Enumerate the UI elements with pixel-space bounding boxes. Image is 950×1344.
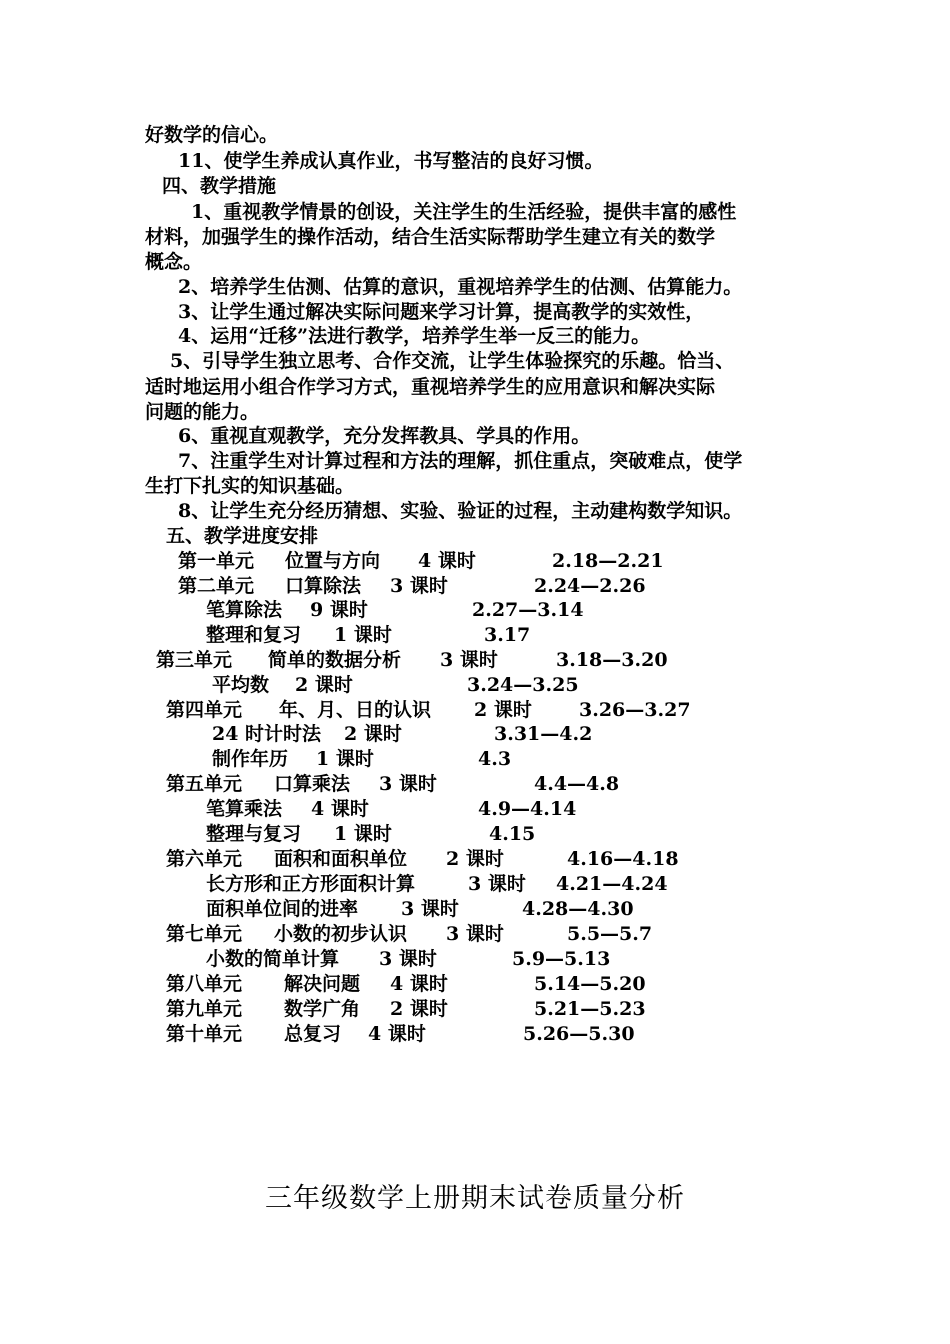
schedule-topic: 数学广角	[284, 998, 361, 1020]
schedule-hours: 2 课时	[474, 699, 532, 721]
schedule-unit: 第七单元	[166, 923, 243, 945]
heading-schedule: 五、教学进度安排	[166, 525, 319, 547]
schedule-topic: 总复习	[284, 1023, 342, 1045]
schedule-topic: 24 时计时法	[212, 723, 322, 745]
schedule-dates: 3.24—3.25	[467, 674, 579, 696]
schedule-hours: 4 课时	[390, 973, 448, 995]
measure-7-line-2: 生打下扎实的知识基础。	[145, 475, 355, 497]
schedule-dates: 3.26—3.27	[579, 699, 691, 721]
schedule-unit: 第五单元	[166, 773, 243, 795]
schedule-unit: 第四单元	[166, 699, 243, 721]
schedule-hours: 3 课时	[401, 898, 459, 920]
schedule-dates: 4.4—4.8	[534, 773, 620, 795]
next-section-title: 三年级数学上册期末试卷质量分析	[265, 1183, 685, 1214]
schedule-topic: 简单的数据分析	[268, 649, 402, 671]
schedule-topic: 位置与方向	[285, 550, 381, 572]
schedule-dates: 3.18—3.20	[556, 649, 668, 671]
schedule-hours: 2 课时	[446, 848, 504, 870]
measure-1-line-3: 概念。	[145, 251, 203, 273]
schedule-topic: 口算乘法	[274, 773, 351, 795]
schedule-unit: 第十单元	[166, 1023, 243, 1045]
schedule-topic: 长方形和正方形面积计算	[206, 873, 416, 895]
schedule-unit: 第八单元	[166, 973, 243, 995]
schedule-dates: 2.18—2.21	[552, 550, 664, 572]
schedule-hours: 4 课时	[311, 798, 369, 820]
schedule-topic: 小数的初步认识	[274, 923, 408, 945]
measure-1-line-1: 1、重视教学情景的创设，关注学生的生活经验，提供丰富的感性	[191, 201, 737, 223]
measure-2: 2、培养学生估测、估算的意识，重视培养学生的估测、估算能力。	[178, 276, 743, 298]
schedule-unit: 第三单元	[156, 649, 233, 671]
schedule-hours: 4 课时	[368, 1023, 426, 1045]
schedule-dates: 4.21—4.24	[556, 873, 668, 895]
measure-7-line-1: 7、注重学生对计算过程和方法的理解，抓住重点，突破难点，使学	[178, 450, 743, 472]
schedule-hours: 3 课时	[379, 773, 437, 795]
measure-8: 8、让学生充分经历猜想、实验、验证的过程，主动建构数学知识。	[178, 500, 743, 522]
schedule-dates: 2.24—2.26	[534, 575, 646, 597]
schedule-hours: 9 课时	[310, 599, 368, 621]
schedule-hours: 3 课时	[440, 649, 498, 671]
schedule-hours: 3 课时	[390, 575, 448, 597]
measure-1-line-2: 材料，加强学生的操作活动，结合生活实际帮助学生建立有关的数学	[145, 226, 716, 248]
schedule-dates: 5.5—5.7	[567, 923, 653, 945]
schedule-dates: 5.9—5.13	[512, 948, 611, 970]
measure-5-line-1: 5、引导学生独立思考、合作交流，让学生体验探究的乐趣。恰当、	[170, 350, 735, 372]
schedule-dates: 5.14—5.20	[534, 973, 646, 995]
schedule-topic: 整理与复习	[206, 823, 302, 845]
schedule-topic: 平均数	[212, 674, 270, 696]
schedule-dates: 4.28—4.30	[522, 898, 634, 920]
schedule-topic: 整理和复习	[206, 624, 302, 646]
paragraph-confidence: 好数学的信心。	[145, 124, 279, 146]
schedule-unit: 第六单元	[166, 848, 243, 870]
schedule-topic: 年、月、日的认识	[279, 699, 432, 721]
heading-teaching-measures: 四、教学措施	[162, 175, 277, 197]
schedule-dates: 4.9—4.14	[478, 798, 577, 820]
measure-4: 4、运用“迁移”法进行教学，培养学生举一反三的能力。	[178, 325, 651, 347]
schedule-dates: 5.26—5.30	[523, 1023, 635, 1045]
schedule-hours: 4 课时	[418, 550, 476, 572]
measure-3: 3、让学生通过解决实际问题来学习计算，提高教学的实效性，	[178, 301, 705, 323]
schedule-dates: 3.17	[484, 624, 531, 646]
schedule-topic: 笔算乘法	[206, 798, 283, 820]
schedule-hours: 2 课时	[344, 723, 402, 745]
schedule-hours: 1 课时	[334, 823, 392, 845]
schedule-hours: 2 课时	[390, 998, 448, 1020]
schedule-topic: 小数的简单计算	[206, 948, 340, 970]
schedule-unit: 第一单元	[178, 550, 255, 572]
schedule-topic: 面积和面积单位	[274, 848, 408, 870]
measure-6: 6、重视直观教学，充分发挥教具、学具的作用。	[178, 425, 591, 447]
schedule-dates: 4.16—4.18	[567, 848, 679, 870]
measure-5-line-3: 问题的能力。	[145, 401, 260, 423]
schedule-dates: 3.31—4.2	[494, 723, 593, 745]
schedule-topic: 制作年历	[212, 748, 289, 770]
schedule-hours: 3 课时	[446, 923, 504, 945]
schedule-unit: 第二单元	[178, 575, 255, 597]
schedule-hours: 1 课时	[334, 624, 392, 646]
schedule-topic: 面积单位间的进率	[206, 898, 359, 920]
schedule-topic: 解决问题	[284, 973, 361, 995]
schedule-dates: 5.21—5.23	[534, 998, 646, 1020]
schedule-topic: 笔算除法	[206, 599, 283, 621]
schedule-unit: 第九单元	[166, 998, 243, 1020]
schedule-hours: 2 课时	[295, 674, 353, 696]
schedule-dates: 4.15	[489, 823, 536, 845]
schedule-dates: 2.27—3.14	[472, 599, 584, 621]
schedule-dates: 4.3	[478, 748, 512, 770]
schedule-hours: 3 课时	[468, 873, 526, 895]
paragraph-goal-11: 11、使学生养成认真作业，书写整洁的良好习惯。	[178, 150, 604, 172]
schedule-topic: 口算除法	[285, 575, 362, 597]
measure-5-line-2: 适时地运用小组合作学习方式，重视培养学生的应用意识和解决实际	[145, 376, 716, 398]
schedule-hours: 3 课时	[379, 948, 437, 970]
schedule-hours: 1 课时	[316, 748, 374, 770]
